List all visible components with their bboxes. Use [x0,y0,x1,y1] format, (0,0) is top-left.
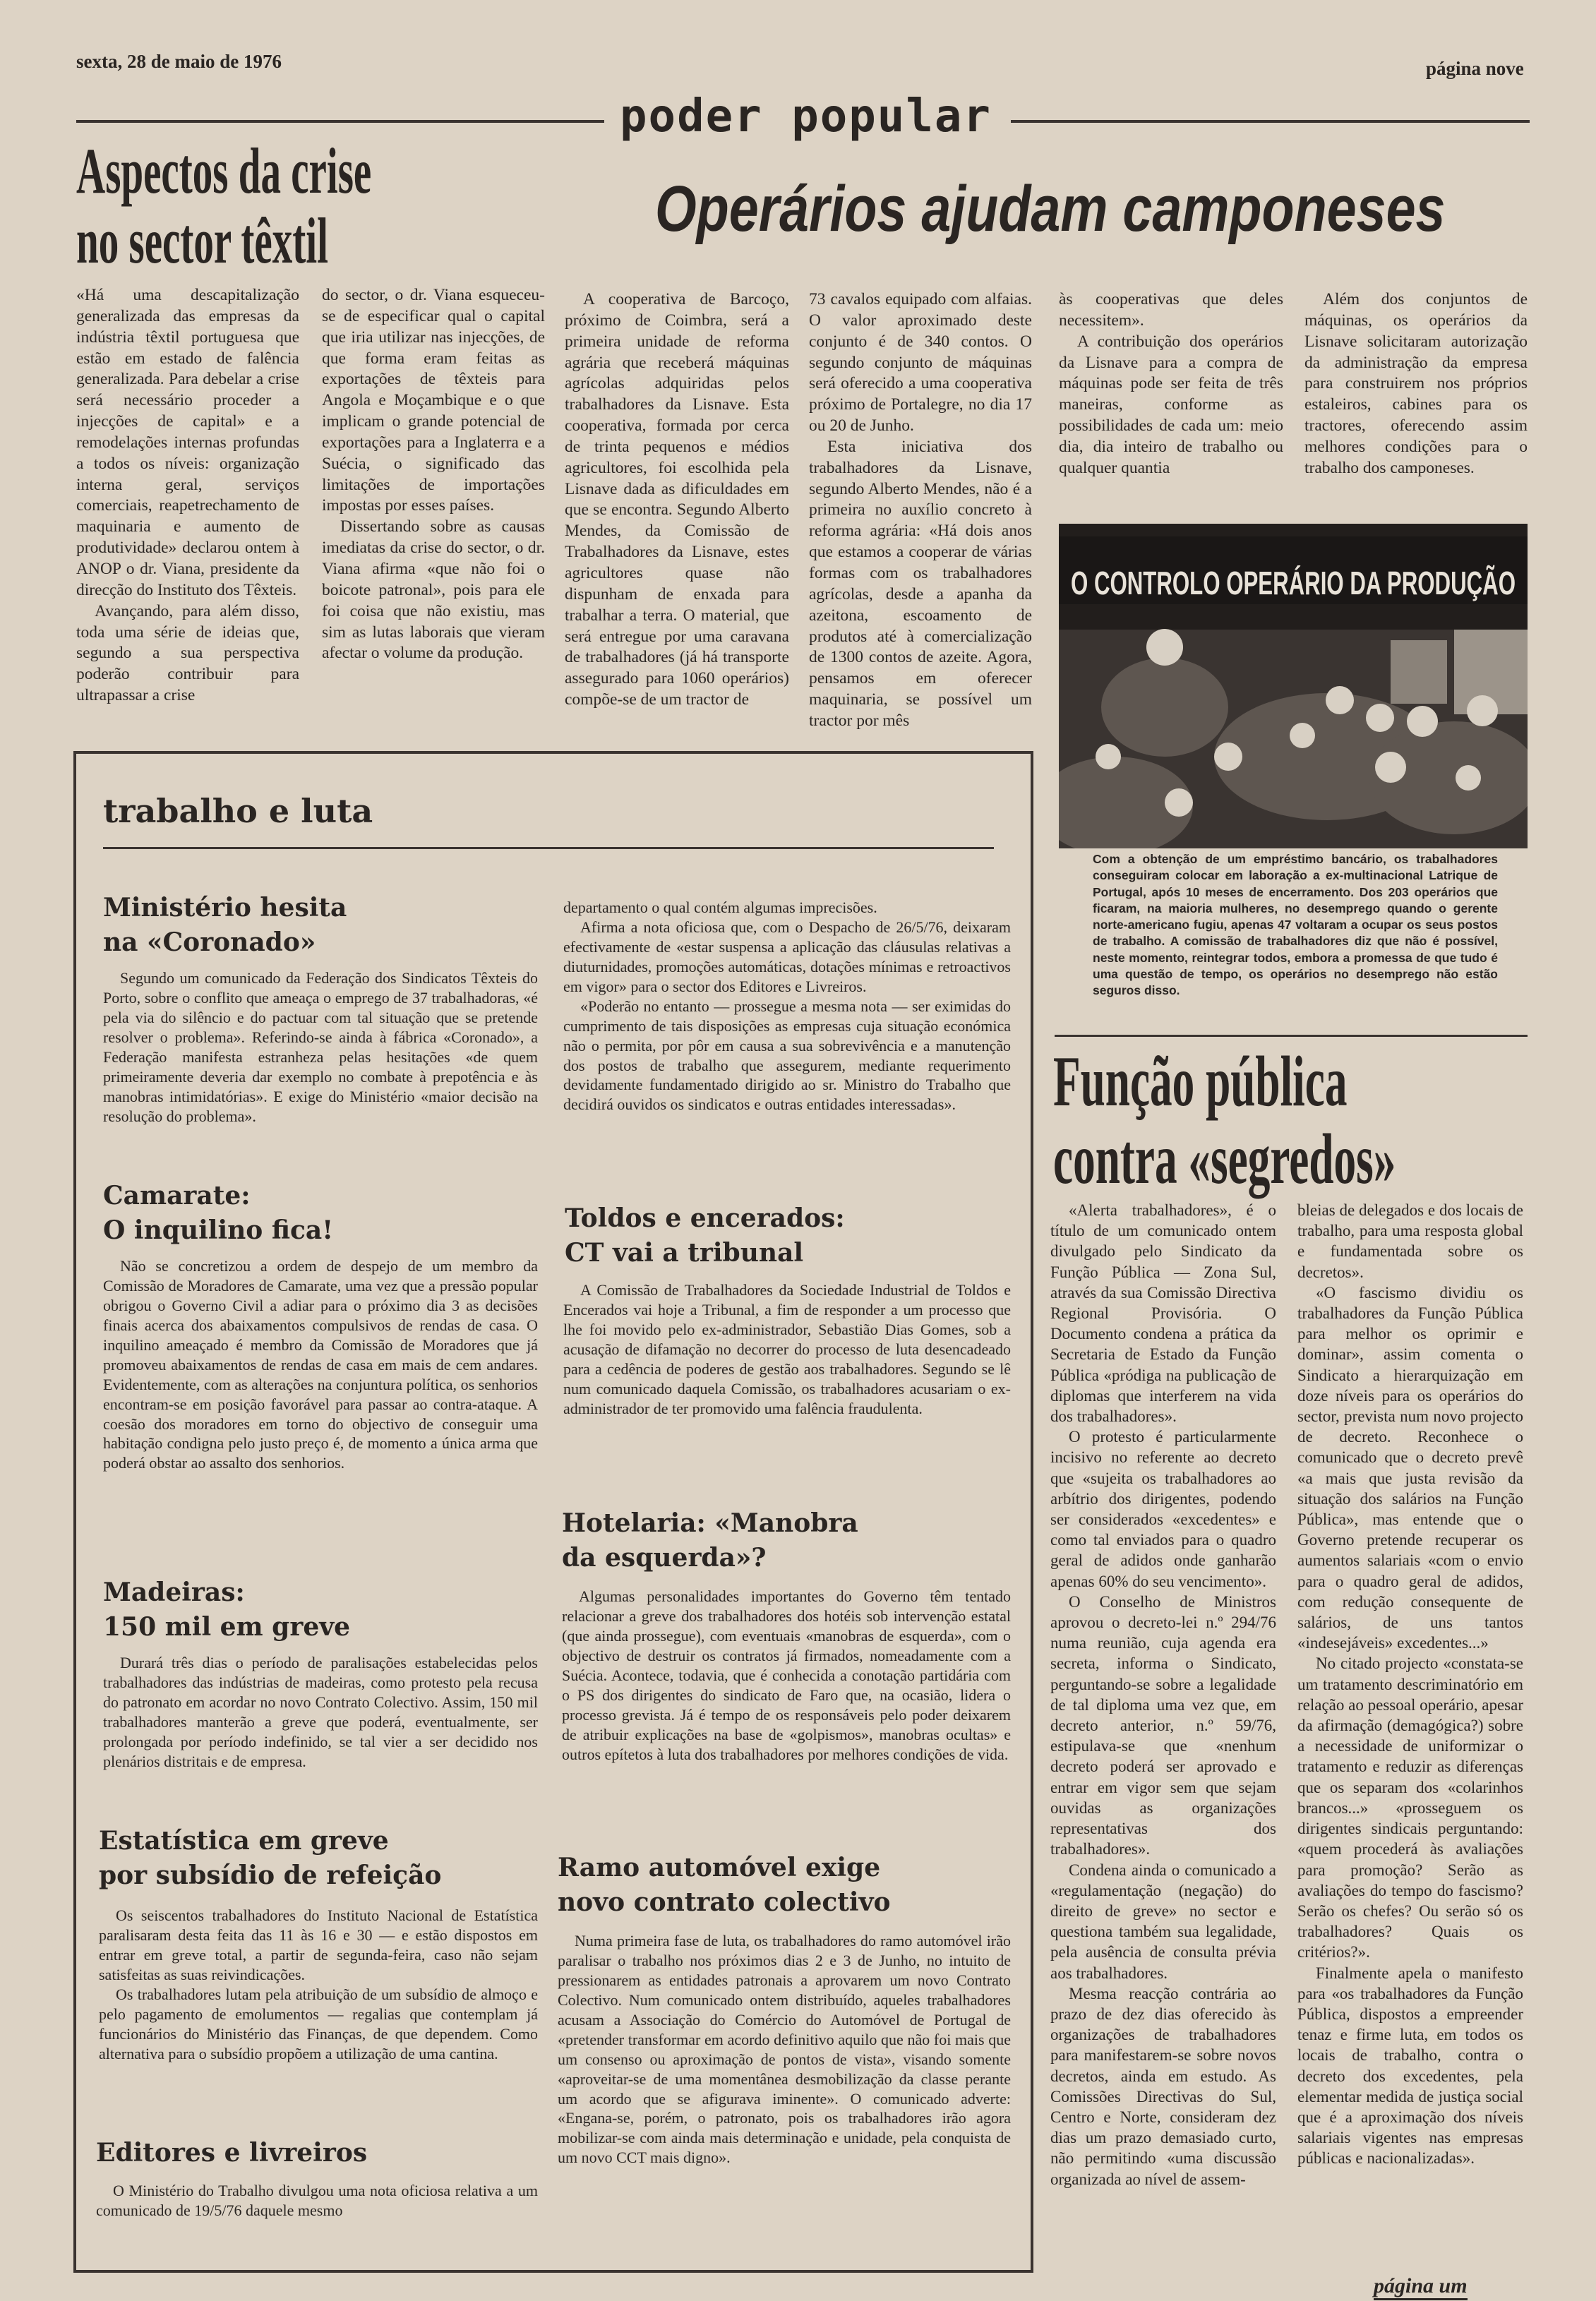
operarios-paragraph: 73 cavalos equipado com alfaias. O valor aproximado deste conjunto é de 340 contos. O segundo conjunto de máquinas será oferecido a uma cooperativa próximo de Portalegre, no dia 17 ou 20 de Junho. [809,290,1032,435]
textil-paragraph: do sector, o dr. Viana esqueceu-se de especificar qual o capital que iria utilizar nas injecções, de que forma eram feitas as exportações de têxteis para Angola e Moçambique e o que implicam o grande potencial de exportações para a Inglaterra e a Suécia, o significado das limitações de importações impostas por esses países. [322,286,545,515]
item-paragraph: «Poderão no entanto — prossegue a mesma nota — ser eximidas do cumprimento de tais disposições as empresas cuja situação económica não o permita, por pôr em causa a sua sobrevivência e a manutenção dos postos de trabalho que assegurem, mediante requerimento devidamente fundamentado dirigido ao sr. Ministro do Trabalho que decidirá ouvidos os sindicatos e outras entidades interessadas». [563,997,1011,1114]
textil-column-2 [322,285,545,730]
item-paragraph: O Ministério do Trabalho divulgou uma nota oficiosa relativa a um comunicado de 19/5/76 daquele mesmo [96,2182,538,2219]
textil-headline-line1: Aspectos da crise [76,135,372,207]
item-paragraph: Numa primeira fase de luta, os trabalhadores do ramo automóvel irão paralisar o trabalho nos próximos dias 2 e 3 de Junho, no intuito de pressionarem as entidades patronais a aprovarem um novo Contrato Colectivo. Num comunicado ontem distribuído, aqueles trabalhadores acusam a Associação do Comércio do Automóvel de Portugal de «pretender transformar em acordo definitivo aquilo que não foi mais que um consenso ou aproximação de pontos de vista», visando somente «aproveitar-se de uma momentânea desmobilização da classe perante um acordo que se afigurava iminente». O comunicado adverte: «Engana-se, porém, o patronato, pois os trabalhadores irão agora mobilizar-se com ainda mais determinação e unidade, pela conquista de um novo CCT mais digno». [558,1932,1011,2167]
section-title: poder popular [620,90,992,143]
operarios-headline: Operários ajudam camponeses [655,173,1446,245]
item-heading-line1: Toldos e encerados: [565,1203,845,1233]
funcao-column-2 [1297,1200,1523,2273]
item-heading [562,1506,858,1575]
funcao-column-1 [1050,1200,1276,2273]
item-paragraph: Os trabalhadores lutam pela atribuição de um subsídio de almoço e pelo pagamento de emolumentos — regalias que contemplam já funcionários do Ministério das Finanças, de que dependem. Como alternativa para o subsídio propõem a utilização de uma cantina. [99,1985,538,2062]
item-heading-line1: Estatística em greve [99,1826,389,1856]
item-heading [103,1575,350,1644]
item-heading-line2: 150 mil em greve [103,1611,351,1642]
item-heading-line2: na «Coronado» [103,927,316,957]
funcao-paragraph: O Conselho de Ministros aprovou o decreto-lei n.º 294/76 numa reunião, cuja agenda era secreta, informa o Sindicato, perguntando-se sobre a legalidade de tal diploma uma vez que, em decreto anterior, n.º 59/76, estipulava-se que «nenhum decreto poderá ser aprovado e entrar em vigor sem que sejam ouvidas as organizações representativas dos trabalhadores». [1050,1592,1276,1858]
item-paragraph: Segundo um comunicado da Federação dos Sindicatos Têxteis do Porto, sobre o conflito que ameaça o emprego de 37 trabalhadoras, «é pela via do silêncio e do pactuar com tal situação que se pretende resolver o problema». Referindo-se ainda à fábrica «Coronado», a Federação manifesta estranheza pelas hesitações «de quem primeiramente deveria dar exemplo no combate à prepotência e às manobras intimidatórias». E exige do Ministério «maior decisão na resolução do problema». [103,969,538,1125]
item-heading [103,1179,333,1247]
item-heading [565,1201,845,1270]
funcao-paragraph: Condena ainda o comunicado a «regulamentação (negação) do direito de greve» no sector e questiona também sua legalidade, pela ausência de consulta prévia aos trabalhadores. [1050,1861,1276,1982]
item-heading-line1: Hotelaria: «Manobra [562,1508,858,1538]
photo-image [1059,524,1528,848]
continued-page-label: página um [1374,2274,1468,2300]
trabalho-luta-title: trabalho e luta [103,792,373,830]
item-paragraph: Algumas personalidades importantes do Governo têm tentado relacionar a greve dos trabalhadores dos hotéis sob intervenção estatal (que ainda prossegue), com eventuais «manobras de esquerda», com o objectivo de destruir os contratos já firmados, nomeadamente com a Suécia. Acontece, todavia, que é conhecida a conotação partidária com o PS dos dirigentes do sindicato de Faro que, na ocasião, lidera o processo grevista. Já é tempo de os responsáveis pelo poder deixarem de atribuir explicações na base de «golpismos», manobras ocultas» e outros epítetos à luta dos trabalhadores por melhores condições de vida. [562,1587,1011,1763]
funcao-paragraph: O protesto é particularmente incisivo no referente ao decreto que «sujeita os trabalhadores ao arbítrio dos dirigentes, podendo ser considerados «excedentes» e como tal enviados para o quadro geral de adidos onde ganharão apenas 60% do seu vencimento». [1050,1428,1276,1590]
item-text [103,1256,538,1539]
funcao-paragraph: Mesma reacção contrária ao prazo de dez dias oferecido às organizações de trabalhadores para manifestarem-se sobre novos decretos, ainda em estudo. As Comissões Directivas do Sul, Centro e Norte, consideram dez dias um prazo demasiado curto, não permitindo «uma discussão organizada ao nível de assem- [1050,1984,1276,2188]
item-heading-line2: novo contrato colectivo [558,1887,891,1917]
item-paragraph: departamento o qual contém algumas imprecisões. [563,899,877,916]
section-rule-right [1011,120,1530,123]
item-text [103,1653,538,1815]
item-heading-line2: por subsídio de refeição [99,1860,442,1890]
item-heading-line2: O inquilino fica! [103,1215,334,1245]
item-heading-line1: Ramo automóvel exige [558,1853,881,1882]
operarios-column-4 [1304,289,1528,501]
page-date: sexta, 28 de maio de 1976 [76,51,282,72]
item-text [103,968,538,1152]
trabalho-luta-rule [103,847,994,849]
funcao-top-rule [1055,1035,1528,1037]
operarios-paragraph: Além dos conjuntos de máquinas, os operários da Lisnave solicitaram autorização da administração da empresa para construirem nos próprios estaleiros, cabines para os tractores, oferecendo assim melhores condições para o trabalho dos camponeses. [1304,290,1528,477]
photo-caption: Com a obtenção de um empréstimo bancário, os trabalhadores conseguiram colocar em laboração a ex-multinacional Latrique de Portugal, após 10 meses de encerramento. Dos 203 operários que ficaram, na maioria mulheres, no desemprego quando o gerente norte-americano fugiu, apenas 47 voltaram a ocupar os seus postos de trabalho. A comissão de trabalhadores diz que não é possível, neste momento, reintegrar todos, embora a promessa de que tudo é uma questão de tempo, os operários no desemprego não estão seguros disso. [1093,852,1498,998]
operarios-column-1 [565,289,789,734]
funcao-headline-line1: Função pública [1053,1042,1348,1122]
item-paragraph: Os seiscentos trabalhadores do Instituto Nacional de Estatística paralisaram desta feita das 11 às 16 e 30 — e estão dispostos em entrar em greve total, a partir de segunda-feira, caso não sejam satisfeitas as suas reivindicações. [99,1906,538,1983]
item-paragraph: Não se concretizou a ordem de despejo de um membro da Comissão de Moradores de Camarate, uma vez que a pressão popular obrigou o Governo Civil a adiar para o próximo dia 3 as decisões finais acerca dos abaixamentos compulsivos de rendas de casa. O inquilino ameaçado é membro da Comissão de Moradores que já promoveu abaixamentos de rendas de casa em mais de cem andares. Evidentemente, com as alterações na conjuntura política, os senhorios encontram-se em posição favorável para passar ao contra-ataque. A coesão dos moradores em torno do objectivo de conseguir uma habitação condigna pelo justo preço é, de momento a única arma que poderá obstar ao assalto dos senhorios. [103,1257,538,1472]
operarios-column-3 [1059,289,1283,501]
page-number: página nove [1426,58,1524,79]
item-text [563,1280,1011,1478]
funcao-headline-line2: contra «segredos» [1053,1119,1396,1199]
item-paragraph: A Comissão de Trabalhadores da Sociedade Industrial de Toldos e Encerados vai hoje a Tribunal, a fim de responder a um processo que lhe foi movido pelo ex-administrador, Sebastião Dias Gomes, sob a acusação de difamação no decorrer do processo de luta desencadeado para a cedência de poderes de gestão aos trabalhadores. Segundo se lê num comunicado daquela Comissão, os trabalhadores acusariam o ex-administrador de ter promovido uma falência fraudulenta. [563,1281,1011,1417]
textil-headline-line2: no sector têxtil [76,205,328,277]
funcao-paragraph: No citado projecto «constata-se um tratamento descriminatório em relação ao pessoal operário, apesar da afirmação (demagógica?) sobre a necessidade de uniformizar o tratamento e reduzir as diferenças que os separam dos «colarinhos brancos...» «prosseguem os dirigentes sindicais perguntando: «quem procederá às avaliações para promoção? Serão as avaliações do tempo do fascismo? Serão os chefes? Ou serão só os trabalhadores? Quais os critérios?». [1297,1654,1523,1961]
funcao-paragraph: bleias de delegados e dos locais de trabalho, para uma resposta global e fundamentada sobre os decretos». [1297,1201,1523,1281]
item-heading-line1: Ministério hesita [103,893,347,923]
item-text-continued [563,898,1011,1173]
item-heading [558,1851,891,1919]
item-text [558,1931,1011,2228]
operarios-paragraph: A cooperativa de Barcoço, próximo de Coimbra, será a primeira unidade de reforma agrária que receberá máquinas agrícolas adquiridas pelos trabalhadores da Lisnave. Esta cooperativa, formada por cerca de trinta pequenos e médios agricultores, foi escolhida pela Lisnave dada as dificuldades em que se encontra. Segundo Alberto Mendes, da Comissão de Trabalhadores da Lisnave, estes agricultores quase não dispunham de enxada para trabalhar a terra. O material, que será entregue por uma caravana de trabalhadores (já há transporte assegurado para 1060 operários) compõe-se de um tractor de [565,290,789,709]
operarios-paragraph: A contribuição dos operários da Lisnave para a compra de máquinas pode ser feita de três maneiras, conforme as possibilidades de cada um: meio dia, dia inteiro de trabalho ou qualquer quantia [1059,332,1283,477]
funcao-paragraph: «O fascismo dividiu os trabalhadores da Função Pública para melhor os oprimir e dominar», assim comenta o Sindicato a hierarquização em doze níveis para os operários do sector, prevista num novo projecto de decreto. Reconhece o comunicado que o decreto prevê «a mais que justa revisão da situação dos salários na Função Pública», mas entende que o Governo pretende recuperar os aumentos salariais «com o envio para o quadro geral de adidos, com redução consequente de salários, de uns tantos «indesejáveis» excedentes...» [1297,1283,1523,1652]
operarios-column-2 [809,289,1032,734]
item-heading-line1: Madeiras: [103,1578,245,1607]
item-heading [103,891,347,959]
item-heading [99,1824,441,1892]
item-text [96,2181,538,2230]
funcao-paragraph: Finalmente apela o manifesto para «os trabalhadores da Função Pública, dispostos a empreender tenaz e firme luta, em todos os locais de trabalho, contra o decreto dos excedentes, pela elementar medida de justiça social que é a aproximação dos níveis salariais vigentes nas empresas públicas e nacionalizadas». [1297,1964,1523,2168]
item-text [562,1587,1011,1827]
section-rule-left [76,120,604,123]
item-paragraph: Durará três dias o período de paralisações estabelecidas pelos trabalhadores das indústrias de madeiras, como protesto pela recusa do patronato em acordar no novo Contrato Colectivo. Assim, 150 mil trabalhadores manterão a greve que poderá, eventualmente, ser prolongada por período indefinido, se tal vier a ser decidido nos plenários distritais e de empresa. [103,1654,538,1770]
textil-column-1 [76,285,299,730]
item-heading [96,2136,367,2170]
item-heading-line2: da esquerda»? [562,1542,767,1573]
photo-assembly [1059,524,1528,848]
operarios-paragraph: Esta iniciativa dos trabalhadores da Lisnave, segundo Alberto Mendes, não é a primeira no auxílio concreto à reforma agrária: «Há dois anos que estamos a cooperar de várias formas com os trabalhadores agrícolas, desde a apanha da azeitona, escoamento de produtos até à comercialização de 1300 contos de azeite. Agora, pensamos em oferecer maquinaria, se possível um tractor por mês [809,437,1032,730]
textil-paragraph: Avançando, para além disso, toda uma série de ideias que, segundo a sua perspectiva poderão contribuir para ultrapassar a crise [76,601,299,705]
photo-banner: O CONTROLO OPERÁRIO DA PRODUÇÃO [1071,565,1516,601]
item-paragraph: Afirma a nota oficiosa que, com o Despacho de 26/5/76, deixaram efectivamente de «estar suspensa a aplicação das cláusulas relativas a diuturnidades, promoções automáticas, dotações mínimas e retroactivos em vigor» para o sector dos Editores e Livreiros. [563,918,1011,995]
textil-paragraph: Dissertando sobre as causas imediatas da crise do sector, o dr. Viana afirma «que não foi o boicote patronal», pois para ele foi coisa que não existiu, mas sim as lutas laborais que vieram afectar o volume da produção. [322,517,545,663]
item-text [99,1906,538,2139]
textil-paragraph: «Há uma descapitalização generalizada das empresas da indústria têxtil portuguesa que estão em estado de falência generalizada. Para debelar a crise será necessário proceder a injecções de capital» e a remodelações internas profundas a todos os níveis: organização interna geral, serviços comerciais, reapetrechamento de maquinaria e aumento de produtividade» declarou ontem à ANOP o dr. Viana, presidente da direcção do Instituto dos Têxteis. [76,286,299,599]
item-heading-line1: Editores e livreiros [96,2138,368,2168]
item-heading-line1: Camarate: [103,1181,251,1210]
funcao-paragraph: «Alerta trabalhadores», é o título de um comunicado ontem divulgado pelo Sindicato da Função Pública — Zona Sul, através da sua Comissão Directiva Regional Provisória. O Documento condena a prática da Secretaria de Estado da Função Pública «pródiga na publicação de diplomas que interferem na vida dos trabalhadores». [1050,1201,1276,1426]
item-heading-line2: CT vai a tribunal [565,1237,804,1268]
operarios-paragraph: às cooperativas que deles necessitem». [1059,290,1283,330]
